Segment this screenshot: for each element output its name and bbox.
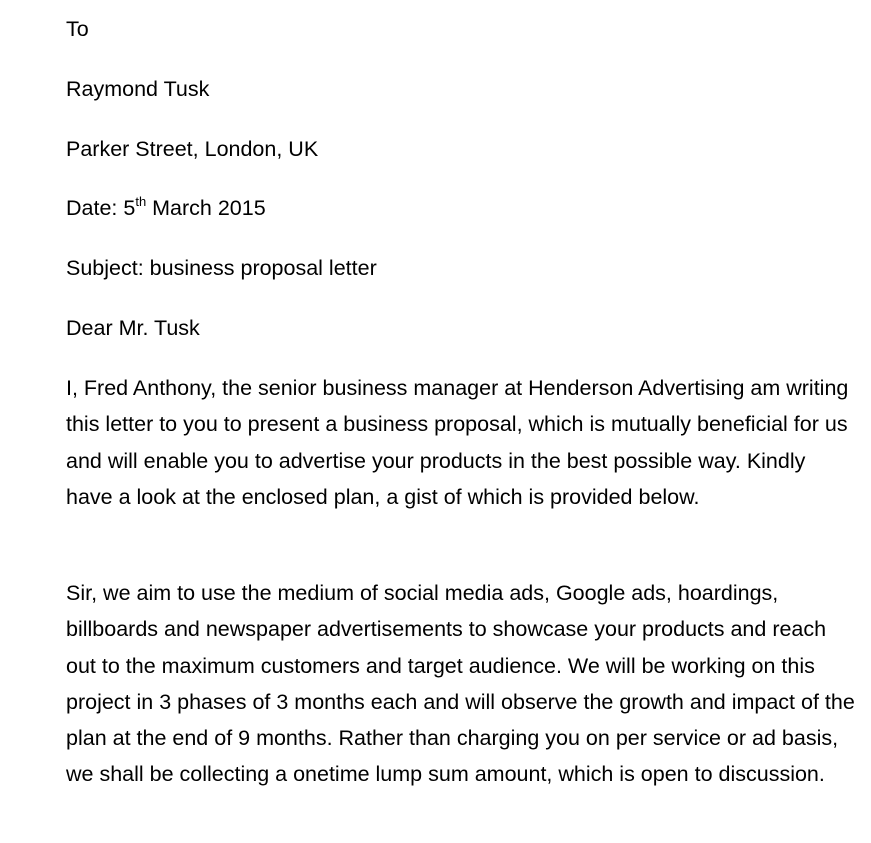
to-line: To xyxy=(66,17,89,41)
date-line xyxy=(66,196,266,221)
recipient-address: Parker Street, London, UK xyxy=(66,137,319,161)
date-rest: March 2015 xyxy=(146,196,266,220)
date-label: Date: 5 xyxy=(66,196,136,220)
paragraph-2: Sir, we aim to use the medium of social media ads, Google ads, hoardings, billboards and newspaper advertisements to showcase your products and reach out to the maximum customers and target audience. We will be working on this project in 3 phases of 3 months each and will observe the growth and impact of the plan at the end of 9 months. Rather than charging you on per service or ad basis, we shall be collecting a onetime lump sum amount, which is open to discussion. xyxy=(66,581,855,787)
date-suffix: th xyxy=(135,194,147,209)
salutation: Dear Mr. Tusk xyxy=(66,316,200,340)
paragraph-1: I, Fred Anthony, the senior business manager at Henderson Advertising am writing this letter to you to present a business proposal, which is mutually beneficial for us and will enable you to advertise your products in the best possible way. Kindly have a look at the enclosed plan, a gist of which is provided below. xyxy=(66,376,849,509)
recipient-name: Raymond Tusk xyxy=(66,77,210,101)
subject-line: Subject: business proposal letter xyxy=(66,256,377,280)
